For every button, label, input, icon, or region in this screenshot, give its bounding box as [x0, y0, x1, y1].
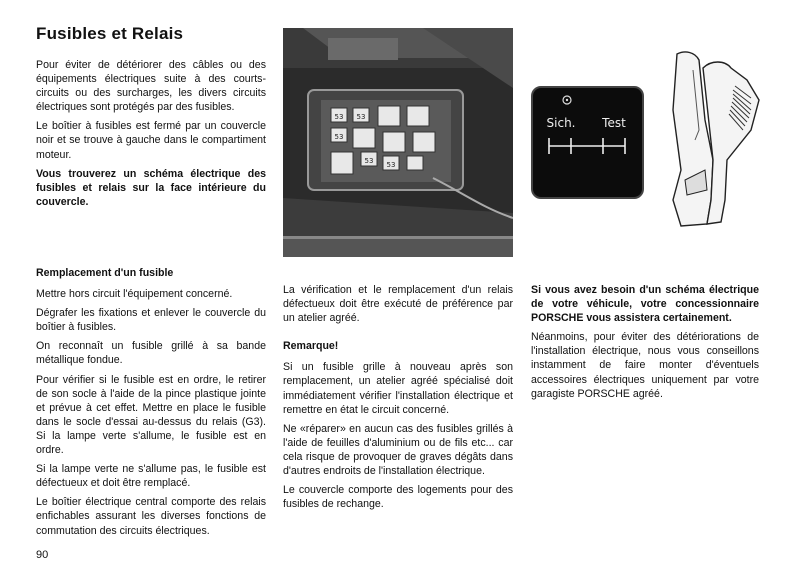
fuse-label: 53 — [334, 113, 344, 121]
intro-bold-note: Vous trouverez un schéma électrique des fusibles et relais sur la face intérieure du couvercle. — [36, 167, 266, 208]
replacement-paragraph: Le boîtier électrique central comporte des relais enfichables assurant les diverses fonctions de commutation des circuits électriques. — [36, 496, 266, 537]
sich-label: Sich. — [546, 116, 576, 130]
middle-section — [283, 283, 513, 516]
fuse-pliers-icon — [655, 50, 773, 230]
fuse-label: 53 — [386, 161, 396, 169]
intro-paragraph: Pour éviter de détériorer des câbles ou des équipements électriques suite à des courts-circuits ou des surcharges, les divers circuits électriques sont protégés par des fusibles. — [36, 59, 266, 114]
remark-paragraph: Si un fusible grille à nouveau après son remplacement, un atelier agréé spécialisé doit immédiatement vérifier l'installation électrique et remettre en état le circuit concerné. — [283, 361, 513, 416]
test-label: Test — [602, 116, 626, 130]
fuse-label: 53 — [364, 157, 374, 165]
right-section — [531, 283, 759, 406]
sich-test-icon — [531, 86, 644, 199]
fuse-test-socket-diagram — [531, 86, 644, 199]
schematic-note: Si vous avez besoin d'un schéma électrique de votre véhicule, votre concessionnaire PORSCHE vous assistera certainement. — [531, 284, 759, 325]
replacement-paragraph: Si la lampe verte ne s'allume pas, le fusible est défectueux et doit être remplacé. — [36, 463, 266, 490]
replacement-section — [36, 266, 266, 543]
relay-verification-paragraph: La vérification et le remplacement d'un relais défectueux doit être exécuté de préférence par un atelier agréé. — [283, 284, 513, 325]
page-number: 90 — [36, 549, 49, 561]
replacement-paragraph: Mettre hors circuit l'équipement concerné. — [36, 288, 233, 301]
replacement-paragraph: On reconnaît un fusible grillé à sa bande métallique fondue. — [36, 340, 266, 367]
fuse-label: 53 — [334, 133, 344, 141]
fuse-box-illustration — [283, 28, 513, 257]
remark-paragraph: Ne «réparer» en aucun cas des fusibles grillés à l'aide de feuilles d'aluminium ou de fils etc... car cela risque de provoquer de graves dégâts dans d'autres endroits de l'installation électrique. — [283, 422, 513, 478]
replacement-paragraph: Dégrafer les fixations et enlever le couvercle du boîtier à fusibles. — [36, 307, 266, 334]
fuse-pliers-illustration — [655, 50, 773, 230]
replacement-paragraph: Pour vérifier si le fusible est en ordre, le retirer de son socle à l'aide de la pince plastique jointe et prévue à cet effet. Mettre en place le fusible dans le socle d'essai au-dessus du relais (G3). Si la lampe verte s'allume, le fusible est en ordre. — [36, 373, 266, 457]
intro-paragraph: Le boîtier à fusibles est fermé par un couvercle noir et se trouve à gauche dans le compartiment moteur. — [36, 120, 266, 161]
remark-heading: Remarque! — [283, 340, 339, 353]
fuse-label: 53 — [356, 113, 366, 121]
intro-section — [36, 58, 266, 214]
accessories-advice: Néanmoins, pour éviter des détériorations de l'installation électrique, nous vous conseillons instamment de faire monter d'éventuels accessoires électriques uniquement par votre garagiste PORSCHE agréé. — [531, 331, 759, 400]
fuse-box-photo — [283, 28, 513, 257]
replacement-heading: Remplacement d'un fusible — [36, 267, 174, 279]
remark-paragraph: Le couvercle comporte des logements pour des fusibles de rechange. — [283, 484, 513, 511]
page-title: Fusibles et Relais — [36, 24, 184, 43]
